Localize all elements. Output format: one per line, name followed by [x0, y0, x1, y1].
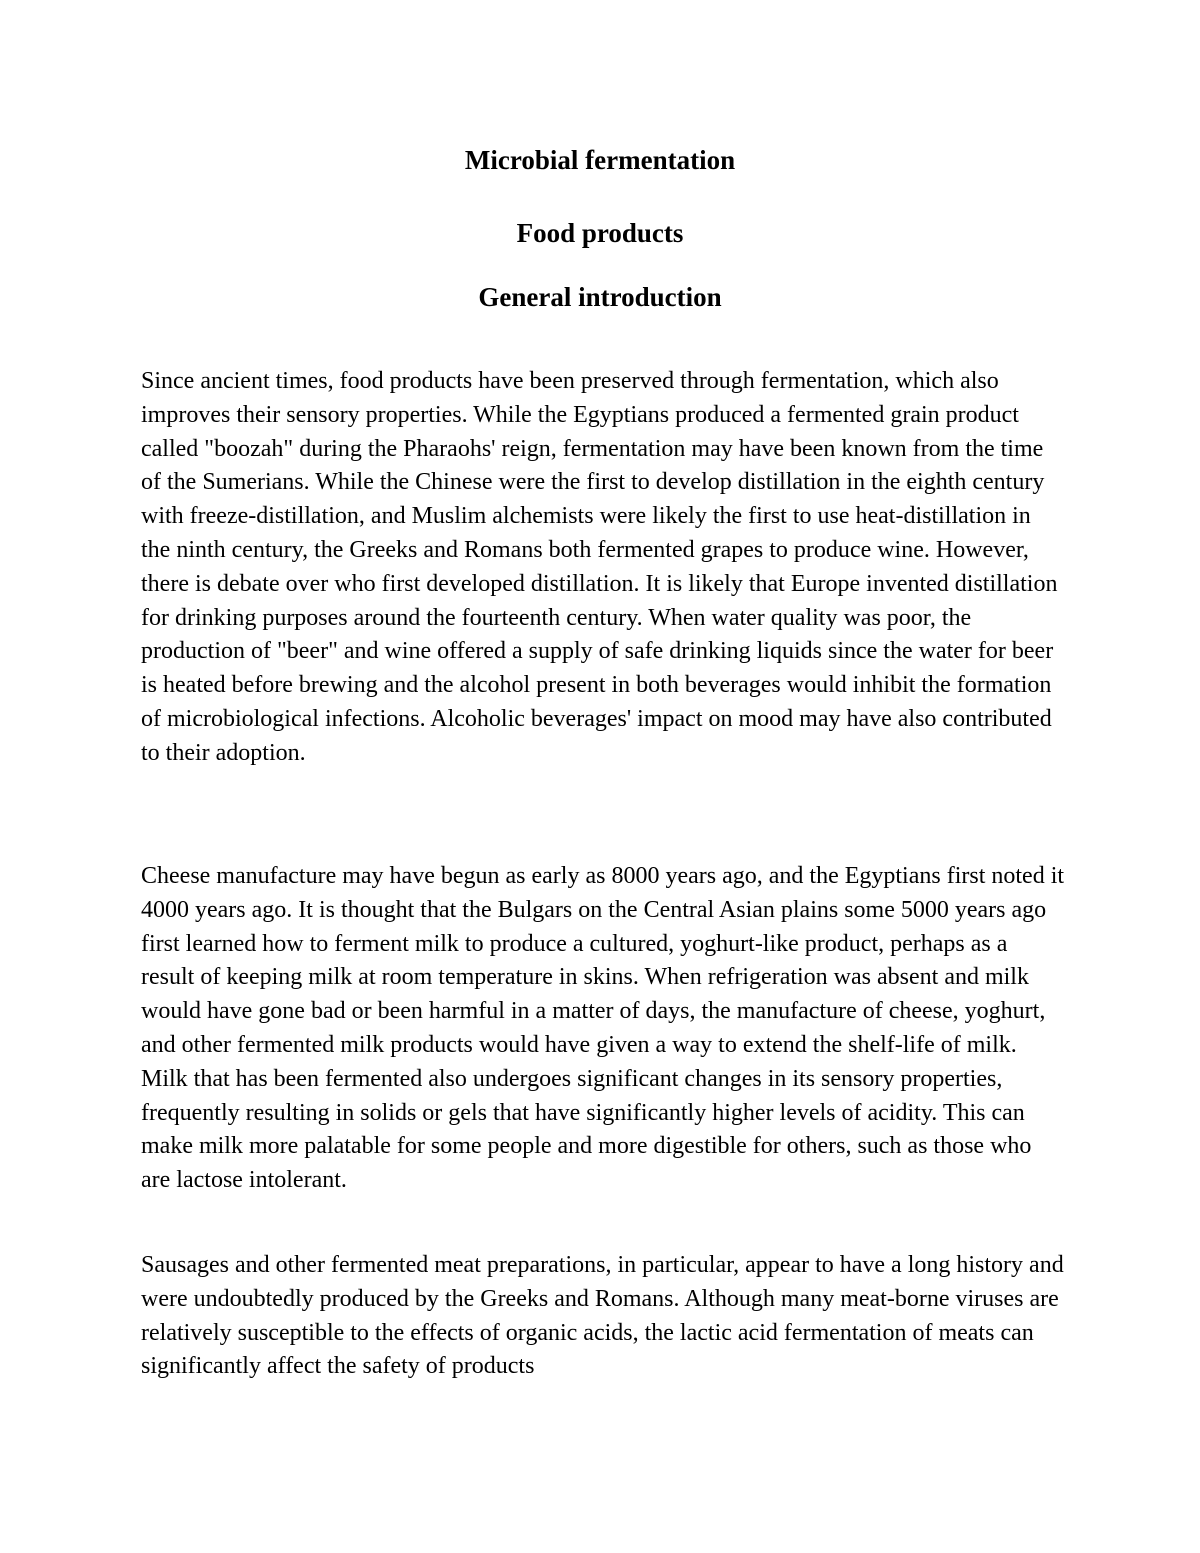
- document-title: Microbial fermentation: [464, 145, 736, 175]
- paragraph-cheese-manufacture: Cheese manufacture may have begun as early as 8000 years ago, and the Egyptians first noted it 4000 years ago. It is thought that the Bulgars on the Central Asian plains some 5000 years ago first learned how to ferment milk to produce a cultured, yoghurt-like product, perhaps as a result of keeping milk at room temperature in skins. When refrigeration was absent and milk would have gone bad or been harmful in a matter of days, the manufacture of cheese, yoghurt, and other fermented milk products would have given a way to extend the shelf-life of milk. Milk that has been fermented also undergoes significant changes in its sensory properties, frequently resulting in solids or gels that have significantly higher levels of acidity. This can make milk more palatable for some people and more digestible for others, such as those who are lactose intolerant.: [141, 863, 1065, 1194]
- paragraph-fermented-meats: Sausages and other fermented meat preparations, in particular, appear to have a long history and were undoubtedly produced by the Greeks and Romans. Although many meat-borne viruses are relatively susceptible to the effects of organic acids, the lactic acid fermentation of meats can significantly affect the safety of products: [141, 1252, 1064, 1380]
- document-subtitle: Food products: [516, 218, 684, 248]
- section-heading: General introduction: [478, 282, 722, 312]
- paragraph-ancient-fermentation: Since ancient times, food products have been preserved through fermentation, which also improves their sensory properties. While the Egyptians produced a fermented grain product called "boozah" during the Pharaohs' reign, fermentation may have been known from the time of the Sumerians. While the Chinese were the first to develop distillation in the eighth century with freeze-distillation, and Muslim alchemists were likely the first to use heat-distillation in the ninth century, the Greeks and Romans both fermented grapes to produce wine. However, there is debate over who first developed distillation. It is likely that Europe invented distillation for drinking purposes around the fourteenth century. When water quality was poor, the production of "beer" and wine offered a supply of safe drinking liquids since the water for beer is heated before brewing and the alcohol present in both beverages would inhibit the formation of microbiological infections. Alcoholic beverages' impact on mood may have also contributed to their adoption.: [141, 368, 1058, 766]
